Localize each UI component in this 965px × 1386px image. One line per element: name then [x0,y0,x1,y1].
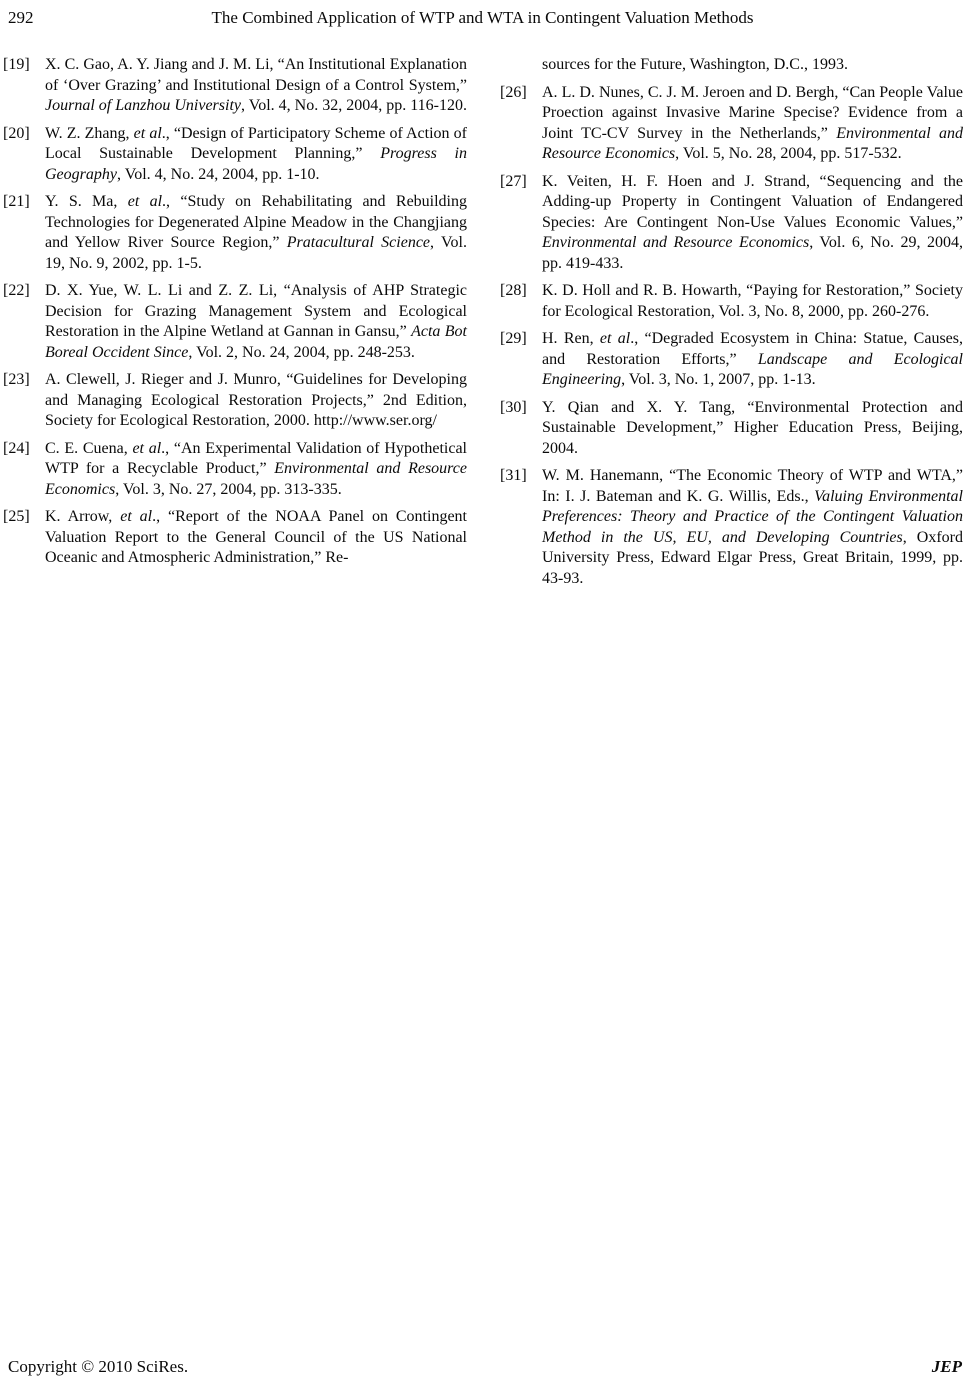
reference-text: K. D. Holl and R. B. Howarth, “Paying for Restoration,” Society for Ecological Restoration, Vol. 3, No. 8, 2000, pp. 260-276. [542,282,963,320]
reference-text: C. E. Cuena, [45,439,133,457]
reference-text: , Vol. 19, No. 9, 2002, pp. 1-5. [45,234,467,272]
reference-text: ., “An Experimental Validation of Hypothetical WTP for a Recyclable Product,” [45,439,467,477]
reference-text: Pratacultural Science [286,234,431,251]
reference-text: A. L. D. Nunes, C. J. M. Jeroen and D. Bergh, “Can People Value Proection against Invasive Marine Specise? Evidence from a Joint TC-CV Survey in the Netherlands,” [542,83,963,142]
reference-text: K. Arrow, [45,508,121,525]
reference-text: , Vol. 3, No. 1, 2007, pp. 1-13. [621,371,816,388]
reference-text: sources for the Future, Washington, D.C., 1993. [542,56,848,73]
reference-number: [23] [3,371,30,388]
running-title: The Combined Application of WTP and WTA in Contingent Valuation Methods [211,8,754,27]
reference-item [3,192,467,274]
reference-text: et al [127,193,163,210]
reference-text: Landscape and Ecological Engineering [542,350,963,388]
reference-number: [21] [3,193,30,210]
reference-item [500,55,963,76]
reference-text: Acta Bot Boreal Occident Since [45,323,467,361]
reference-text: , Vol. 2, No. 24, 2004, pp. 248-253. [188,343,415,361]
reference-item [500,281,963,322]
reference-item [500,83,963,165]
reference-number: [26] [500,83,527,101]
reference-number: [20] [3,124,30,142]
reference-text: Y. S. Ma, [45,193,128,210]
references-left-column [3,55,467,596]
page-footer [8,1356,962,1378]
reference-item [3,507,467,569]
page-header [0,5,965,31]
reference-text: , Vol. 4, No. 24, 2004, pp. 1-10. [116,165,320,183]
reference-number: [31] [500,467,527,484]
reference-text: et al [132,439,162,457]
reference-number: [28] [500,282,527,299]
reference-text: Environmental and Resource Economics [45,460,468,498]
journal-abbreviation: JEP [931,1357,962,1376]
page-number: 292 [8,8,34,27]
reference-number: [24] [3,439,30,457]
reference-text: K. Veiten, H. F. Hoen and J. Strand, “Sequencing and the Adding-up Property in Contingent Valuation of Endangered Species: Are Contingent Non-Use Values Economic Values,” [542,172,963,231]
reference-item [3,55,467,117]
reference-item [500,172,963,275]
reference-text: Y. Qian and X. Y. Tang, “Environmental Protection and Sustainable Development,” Higher Education Press, Beijing, 2004. [542,398,963,457]
reference-text: et al [599,330,631,347]
reference-text: ., “Study on Rehabilitating and Rebuilding Technologies for Degenerated Alpine Meadow in the Changjiang and Yellow River Source Region,” [45,193,468,251]
reference-number: [25] [3,508,30,525]
reference-text: Progress in Geography [45,145,468,183]
reference-text: , Vol. 6, No. 29, 2004, pp. 419-433. [542,234,964,272]
reference-text: W. M. Hanemann, “The Economic Theory of WTP and WTA,” In: I. J. Bateman and K. G. Willis, Eds., [542,467,963,505]
reference-text: A. Clewell, J. Rieger and J. Munro, “Guidelines for Developing and Managing Ecological Restoration Projects,” 2nd Edition, Society for Ecological Restoration, 2000. [45,371,467,429]
reference-text: W. Z. Zhang, [45,124,134,142]
reference-item [3,370,467,432]
reference-text: X. C. Gao, A. Y. Jiang and J. M. Li, “An Institutional Explanation of ‘Over Grazing’ and Institutional Design of a Control System,” [45,56,467,94]
references-right-column [500,55,963,596]
reference-number: [29] [500,330,527,347]
reference-item [500,466,963,589]
reference-text: Environmental and Resource Economics [542,124,964,162]
url-text: http://www.ser.org/ [313,412,437,429]
reference-number: [19] [3,56,30,73]
reference-item [3,124,467,186]
reference-item [3,281,467,363]
reference-text: , Vol. 4, No. 32, 2004, pp. 116-120. [241,97,467,114]
reference-text: , Oxford University Press, Edward Elgar Press, Great Britain, 1999, pp. 43-93. [542,528,963,587]
reference-number: [22] [3,282,30,299]
reference-item [500,329,963,391]
reference-text: ., “Design of Participatory Scheme of Action of Local Sustainable Development Planning,” [45,124,468,162]
reference-text: Environmental and Resource Economics [542,234,810,251]
reference-text: D. X. Yue, W. L. Li and Z. Z. Li, “Analysis of AHP Strategic Decision for Grazing Management System and Ecological Restoration in the Alpine Wetland at Gannan in Gansu,” [45,282,467,340]
reference-number: [27] [500,172,527,190]
reference-text: H. Ren, [542,330,600,347]
reference-item [500,398,963,460]
reference-number: [30] [500,398,527,416]
references-section [3,55,963,596]
reference-item [3,439,467,501]
reference-text: et al [133,124,162,142]
reference-text: Valuing Environmental Preferences: Theory and Practice of the Contingent Valuation Method in the US, EU, and Developing Countries [542,487,964,546]
reference-text: , Vol. 5, No. 28, 2004, pp. 517-532. [675,145,902,162]
copyright-notice: Copyright © 2010 SciRes. [8,1357,189,1376]
reference-text: et al [120,508,153,525]
reference-text: Journal of Lanzhou University [45,97,241,114]
reference-text: ., “Report of the NOAA Panel on Contingent Valuation Report to the General Council of the US National Oceanic and Atmospheric Administration,” Re- [45,508,467,566]
reference-text: , Vol. 3, No. 27, 2004, pp. 313-335. [115,480,342,498]
reference-text: ., “Degraded Ecosystem in China: Statue, Causes, and Restoration Efforts,” [542,330,964,368]
